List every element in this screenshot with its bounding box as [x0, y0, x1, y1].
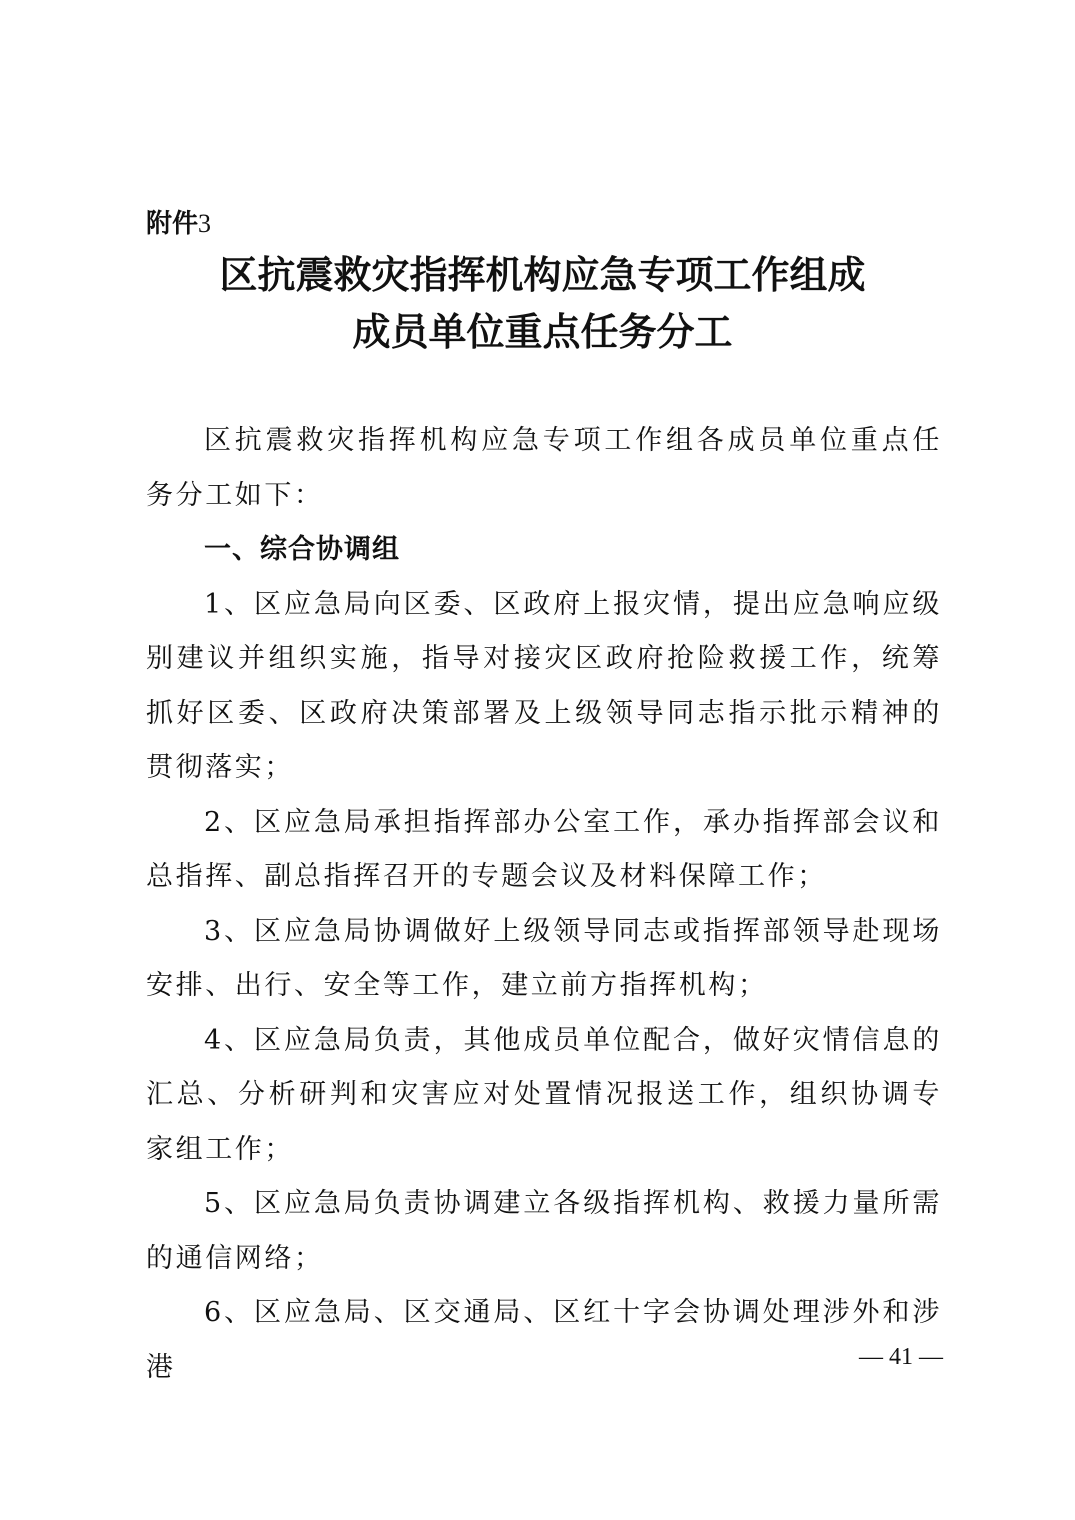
attachment-text: 附件: [146, 209, 199, 239]
task-item-6: 6、区应急局、区交通局、区红十字会协调处理涉外和涉港: [146, 1297, 942, 1383]
task-item-3: 3、区应急局协调做好上级领导同志或指挥部领导赴现场安排、出行、安全等工作，建立前方指挥机构；: [146, 915, 942, 1001]
task-item-5: 5、区应急局负责协调建立各级指挥机构、救援力量所需的通信网络；: [146, 1188, 942, 1274]
task-item-2: 2、区应急局承担指挥部办公室工作，承办指挥部会议和总指挥、副总指挥召开的专题会议及材料保障工作；: [146, 806, 942, 892]
document-body: [146, 414, 942, 1395]
document-title-line-1: 区抗震救灾指挥机构应急专项工作组成: [219, 252, 866, 297]
task-item-4: 4、区应急局负责，其他成员单位配合，做好灾情信息的汇总、分析研判和灾害应对处置情况报送工作，组织协调专家组工作；: [146, 1024, 942, 1165]
attachment-label: [146, 206, 211, 242]
intro-paragraph: 区抗震救灾指挥机构应急专项工作组各成员单位重点任务分工如下：: [146, 425, 942, 511]
attachment-number: 3: [198, 209, 212, 238]
document-title-line-2: 成员单位重点任务分工: [352, 309, 733, 354]
page-number: — 41 —: [859, 1344, 943, 1370]
section-heading-comprehensive-coordination: 一、综合协调组: [204, 534, 400, 565]
task-item-1: 1、区应急局向区委、区政府上报灾情，提出应急响应级别建议并组织实施，指导对接灾区政府抢险救援工作，统筹抓好区委、区政府决策部署及上级领导同志指示批示精神的贯彻落实；: [146, 588, 942, 783]
